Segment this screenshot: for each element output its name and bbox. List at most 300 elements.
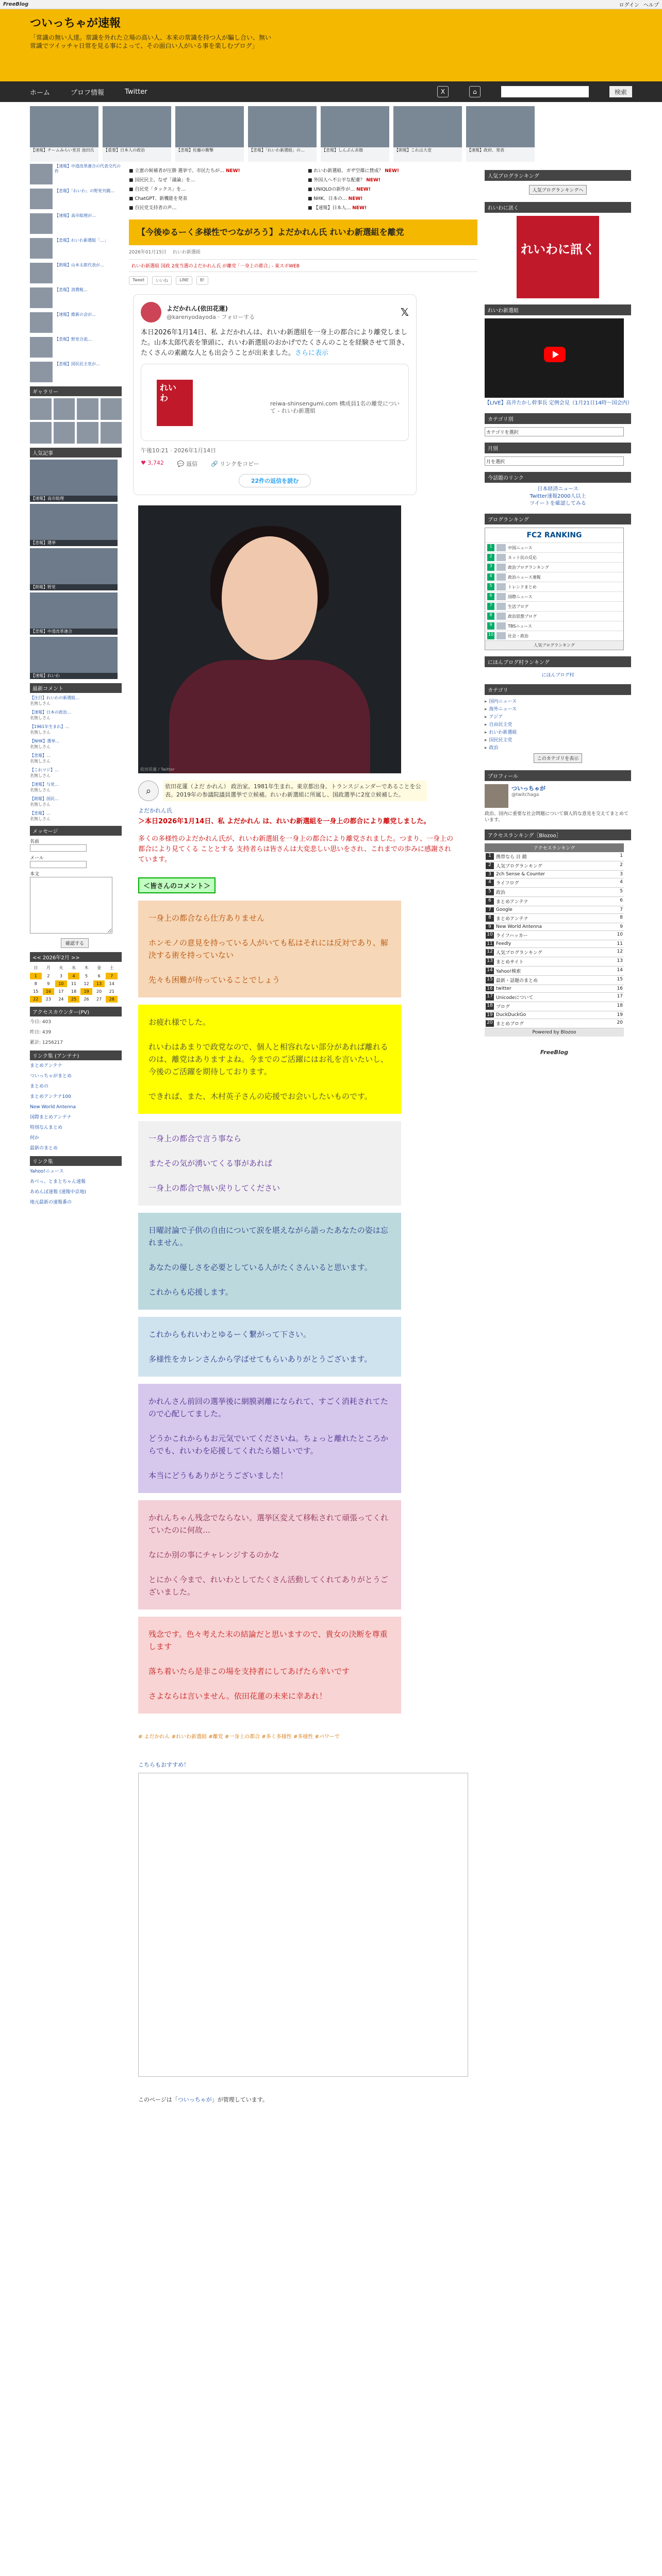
comment-line: 日曜討論で子供の自由について涙を堪えながら語ったあなたの姿は忘れません。 bbox=[148, 1226, 388, 1247]
gallery-image[interactable] bbox=[30, 398, 52, 420]
nav-twitter[interactable]: Twitter bbox=[125, 88, 147, 96]
access-row[interactable] bbox=[485, 906, 624, 914]
headline-text[interactable]: 自民党支持者の声… bbox=[135, 206, 177, 211]
rss-item[interactable]: あめんぼ速報 (速報中京地) bbox=[30, 1190, 86, 1195]
calendar-date[interactable]: 11 bbox=[71, 981, 77, 986]
link-item[interactable]: 何か bbox=[30, 1136, 40, 1141]
freeblog-logo[interactable]: FreeBlog bbox=[3, 2, 29, 7]
thumb-card[interactable] bbox=[30, 106, 98, 162]
calendar-date[interactable]: 26 bbox=[84, 997, 89, 1002]
rss-item[interactable]: Yahoo!ニュース bbox=[30, 1169, 64, 1174]
headline-item[interactable]: ■ 外国人へ不公平な配慮？ NEW! bbox=[308, 178, 380, 183]
comment-author: 名無しさん bbox=[30, 744, 51, 749]
link-item[interactable]: 特別なんまとめ bbox=[30, 1125, 63, 1130]
mail-field[interactable] bbox=[30, 861, 87, 868]
comment-line: ホンモノの意見を持っている人がいても私はそれには反対であり、解決する術を持っていない bbox=[148, 938, 388, 960]
rss-link[interactable]: ツイートを確認してみる bbox=[529, 501, 586, 506]
access-title[interactable]: 政治 bbox=[496, 890, 506, 895]
portrait-body bbox=[169, 660, 370, 773]
thumb-card[interactable] bbox=[321, 106, 389, 162]
x-icon[interactable]: X bbox=[437, 86, 449, 97]
comment-item bbox=[30, 709, 122, 721]
access-title[interactable]: Yahoo!検索 bbox=[496, 969, 521, 974]
article-date: 2026年01月15日 bbox=[129, 250, 167, 255]
bullet-icon: ▸ bbox=[485, 699, 487, 704]
news-title[interactable]: 【朗報】山本太郎代表が… bbox=[55, 263, 104, 267]
category-item[interactable] bbox=[485, 737, 631, 744]
calendar-date[interactable]: 16 bbox=[43, 988, 55, 995]
popular-caption: 【速報】れいわ bbox=[30, 673, 118, 679]
rank-row[interactable] bbox=[485, 582, 623, 591]
comment-line: お疲れ様でした。 bbox=[148, 1018, 211, 1027]
category-label[interactable]: れいわ新選組 bbox=[489, 730, 517, 735]
read-replies-button[interactable]: 22件の返信を読む bbox=[239, 474, 311, 487]
nav-home[interactable]: ホーム bbox=[30, 89, 51, 97]
access-value: 6 bbox=[620, 898, 623, 903]
footer-text: このページは「 bbox=[138, 2096, 178, 2103]
news-title[interactable]: 【悲報】「れいわ」の野党共闘… bbox=[55, 189, 114, 193]
archive-select[interactable]: 月を選択 bbox=[485, 456, 624, 466]
headline-text[interactable]: NHK、日本の… bbox=[313, 196, 347, 201]
calendar-date[interactable]: 20 bbox=[96, 989, 102, 994]
comment-author: 名無しさん bbox=[30, 773, 51, 778]
gallery-row bbox=[30, 398, 122, 420]
popular-item[interactable] bbox=[30, 592, 118, 635]
calendar-date[interactable]: 27 bbox=[96, 997, 102, 1002]
card-caption: reiwa-shinsengumi.com 構成員1名の離党について - れいわ新選組 bbox=[270, 400, 400, 414]
reiwa-logo: れい わ bbox=[157, 380, 193, 426]
calendar-weekday: 水 bbox=[71, 965, 76, 970]
access-title[interactable]: 人気ブログランキング bbox=[496, 864, 542, 869]
headline-text[interactable]: 国民民主、なぜ「議論」を… bbox=[135, 178, 195, 183]
news-title[interactable]: 【速報】中道改革連合の代表交代の件 bbox=[55, 164, 121, 174]
category-label[interactable]: 国内ニュース bbox=[489, 699, 517, 704]
access-rank: 20 bbox=[486, 1020, 494, 1027]
link-item[interactable]: New World Antenna bbox=[30, 1105, 76, 1110]
gallery-image[interactable] bbox=[30, 422, 52, 444]
calendar-date[interactable]: 4 bbox=[68, 973, 80, 979]
rank-title[interactable]: 生活ブログ bbox=[508, 604, 528, 609]
rank-number: 8 bbox=[487, 613, 494, 620]
rank-title[interactable]: 中国ニュース bbox=[508, 545, 533, 550]
rss-heading: 今話題のリンク bbox=[485, 472, 631, 483]
comment-line: あなたの優しさを必要としている人がたくさんいると思います。 bbox=[148, 1263, 372, 1272]
access-row[interactable] bbox=[485, 923, 624, 931]
comment-box bbox=[138, 1317, 401, 1377]
news-title[interactable]: 【悲報】国民民主党が… bbox=[55, 362, 100, 366]
headline-text[interactable]: 【速報】日本人… bbox=[313, 206, 351, 211]
headline-text[interactable]: ChatGPT、新機能を発表 bbox=[135, 196, 188, 201]
access-row[interactable] bbox=[485, 861, 624, 871]
thumb-card[interactable] bbox=[175, 106, 244, 162]
left-news-item[interactable] bbox=[30, 287, 122, 308]
wiki-box bbox=[138, 781, 427, 801]
rank-logo[interactable]: FC2 RANKING bbox=[485, 528, 623, 543]
category-more-button[interactable]: このカテゴリを表示 bbox=[534, 753, 583, 763]
access-row[interactable] bbox=[485, 1019, 624, 1028]
access-row[interactable] bbox=[485, 1002, 624, 1011]
calendar-date[interactable]: 9 bbox=[47, 981, 50, 986]
rank-number: 3 bbox=[487, 564, 494, 571]
body-field[interactable] bbox=[30, 877, 112, 934]
access-row[interactable] bbox=[485, 1011, 624, 1019]
comment-link[interactable]: 【注目】れいわの新選組… bbox=[30, 696, 79, 700]
category-item[interactable] bbox=[485, 698, 631, 706]
access-title[interactable]: まとめアンテナ bbox=[496, 917, 528, 922]
rank-row[interactable] bbox=[485, 572, 623, 582]
access-title[interactable]: DuckDuckGo bbox=[496, 1012, 526, 1018]
x-logo-icon[interactable]: 𝕏 bbox=[400, 306, 409, 318]
rank-title[interactable]: 政治思想ブログ bbox=[508, 614, 537, 619]
headline-text[interactable]: れいわ新選組、ガザ空爆に賛成？ bbox=[313, 168, 384, 174]
thumb-card[interactable] bbox=[103, 106, 171, 162]
calendar-date[interactable]: 25 bbox=[68, 996, 80, 1003]
thumb-card[interactable] bbox=[393, 106, 462, 162]
access-row[interactable] bbox=[485, 993, 624, 1002]
thumb-caption: 【朗報】これは大変 bbox=[393, 147, 462, 162]
gallery-image[interactable] bbox=[101, 398, 122, 420]
access-title[interactable]: Feedly bbox=[496, 941, 511, 946]
reiwa-banner[interactable]: れいわに訊く bbox=[517, 216, 599, 298]
comment-link[interactable]: 【速報】日本の政治… bbox=[30, 710, 71, 715]
access-title[interactable]: 携帯なら 目 鏡 bbox=[496, 855, 527, 860]
nav-profile[interactable]: プロフ情報 bbox=[71, 89, 105, 97]
news-title[interactable]: 【悲報】れいわ新選組「…」 bbox=[55, 238, 108, 243]
rank-row[interactable] bbox=[485, 562, 623, 572]
like-icon[interactable]: ♥ 3,742 bbox=[141, 460, 164, 466]
profile-avatar[interactable] bbox=[485, 784, 508, 808]
rank-title[interactable]: 国際ニュース bbox=[508, 594, 533, 599]
calendar-date[interactable]: 10 bbox=[55, 980, 67, 987]
popular-item[interactable] bbox=[30, 548, 118, 590]
tweet-body bbox=[141, 328, 409, 359]
footer-link[interactable]: ついっちゃが bbox=[177, 2096, 212, 2103]
gallery-image[interactable] bbox=[77, 422, 98, 444]
rank-title[interactable]: 政治ニュース速報 bbox=[508, 574, 541, 580]
access-row[interactable] bbox=[485, 871, 624, 878]
comment-line: 一身上の都合で言う事なら bbox=[148, 1134, 242, 1143]
access-value: 5 bbox=[620, 889, 623, 894]
calendar-date[interactable]: 5 bbox=[85, 974, 88, 978]
profile-name[interactable]: ついっちゃが bbox=[511, 785, 545, 792]
comment-box bbox=[138, 1121, 401, 1206]
access-row[interactable] bbox=[485, 931, 624, 940]
tweet-button[interactable]: Tweet bbox=[129, 276, 148, 285]
rss-item[interactable]: あべっ、とまとちゃん速報 bbox=[30, 1179, 86, 1184]
comment-link[interactable]: 【朗報】国民… bbox=[30, 796, 59, 801]
rank-thumb bbox=[496, 613, 506, 620]
access-rank: 11 bbox=[486, 941, 494, 946]
headline-item[interactable]: ■ ChatGPT、新機能を発表 bbox=[129, 196, 188, 201]
popular-item[interactable] bbox=[30, 504, 118, 546]
reply-icon[interactable]: 💬 返信 bbox=[177, 461, 198, 467]
comment-link[interactable]: 【NHK】選挙… bbox=[30, 739, 60, 743]
source-link[interactable]: よだかれん氏 bbox=[138, 807, 172, 814]
headline-item[interactable]: ■ 自民党「タックス」を… bbox=[129, 187, 186, 192]
access-row[interactable] bbox=[485, 852, 624, 861]
rank-row[interactable] bbox=[485, 621, 623, 631]
gallery-image[interactable] bbox=[54, 398, 75, 420]
comment-link[interactable]: 【速報】与党… bbox=[30, 782, 59, 787]
rank-row[interactable] bbox=[485, 552, 623, 562]
rss-icon[interactable]: ⌂ bbox=[469, 86, 481, 97]
link-item[interactable]: まとめの bbox=[30, 1084, 49, 1089]
calendar-date[interactable]: 3 bbox=[59, 974, 62, 978]
access-row[interactable] bbox=[485, 914, 624, 923]
access-title[interactable]: ライフログ bbox=[496, 881, 519, 886]
left-news-item[interactable] bbox=[30, 362, 122, 382]
headline-text[interactable]: 立憲の候補者が圧勝 選挙で、市民たちが… bbox=[135, 168, 225, 174]
calendar-date[interactable]: 23 bbox=[45, 997, 51, 1002]
access-title[interactable]: 2ch Sense & Counter bbox=[496, 872, 545, 877]
gallery-image[interactable] bbox=[77, 398, 98, 420]
comment-form bbox=[138, 1760, 477, 2077]
calendar-date[interactable]: 21 bbox=[109, 989, 114, 994]
headline-text[interactable]: 外国人へ不公平な配慮？ bbox=[313, 178, 365, 183]
tag-list[interactable]: # よだかれん #れいわ新選組 #離党 #一身上の都合 #多く多様性 #多様性 #パワーで bbox=[138, 1734, 340, 1740]
line-button[interactable]: LINE bbox=[176, 276, 192, 285]
category-label[interactable]: アジア bbox=[489, 715, 503, 720]
calendar-date[interactable]: 2 bbox=[47, 974, 50, 978]
access-row[interactable] bbox=[485, 940, 624, 948]
copy-link-icon[interactable]: 🔗 リンクをコピー bbox=[211, 461, 259, 467]
link-item[interactable]: ついっちゃがまとめ bbox=[30, 1074, 72, 1079]
calendar-date[interactable]: 14 bbox=[109, 981, 114, 986]
avatar[interactable] bbox=[141, 302, 161, 323]
access-title[interactable]: Unicodeについて bbox=[496, 995, 534, 1001]
name-field[interactable] bbox=[30, 844, 87, 852]
access-row[interactable] bbox=[485, 878, 624, 888]
rank-number: 7 bbox=[487, 603, 494, 610]
headline-text[interactable]: 自民党「タックス」を… bbox=[135, 187, 186, 192]
access-row[interactable] bbox=[485, 957, 624, 967]
name-label: 名前 bbox=[30, 839, 40, 844]
login-link[interactable]: ログイン bbox=[619, 3, 639, 8]
news-title[interactable]: 【悲報】野党合流… bbox=[55, 337, 92, 342]
recommend-link[interactable]: こちらもおすすめ！ bbox=[138, 1761, 190, 1768]
counter: 今日: 403 昨日: 439 累計: 1256217 bbox=[30, 1020, 63, 1045]
tweet-handle[interactable]: @karenyodayoda · フォローする bbox=[167, 313, 255, 320]
rank-row[interactable] bbox=[485, 543, 623, 552]
play-icon[interactable] bbox=[544, 347, 566, 362]
bullet-icon: ▸ bbox=[485, 738, 487, 743]
rank-title[interactable]: 社会・政治 bbox=[508, 633, 528, 638]
tweet-more-link[interactable]: さらに表示 bbox=[295, 349, 329, 357]
headline-text[interactable]: UNIQLOの新作が… bbox=[313, 187, 355, 192]
access-row[interactable] bbox=[485, 897, 624, 906]
rank-title[interactable]: トレンドまとめ bbox=[508, 584, 537, 589]
help-link[interactable]: ヘルプ bbox=[643, 3, 659, 8]
rank-row[interactable] bbox=[485, 591, 623, 601]
access-value: 15 bbox=[617, 977, 623, 982]
today-label: 今日 bbox=[30, 1020, 40, 1025]
rank-button[interactable]: 人気ブログランキング bbox=[485, 640, 623, 650]
popular-item[interactable] bbox=[30, 460, 118, 502]
calendar-date[interactable]: 19 bbox=[80, 988, 92, 995]
gallery-image[interactable] bbox=[54, 422, 75, 444]
access-title[interactable]: まとめブログ bbox=[496, 1022, 524, 1027]
link-item[interactable]: まとめアンテナ100 bbox=[30, 1094, 71, 1099]
tweet-link-card[interactable] bbox=[141, 364, 409, 441]
comment-item bbox=[30, 738, 122, 750]
like-count: 3,742 bbox=[147, 460, 164, 466]
calendar-date[interactable]: 24 bbox=[58, 997, 64, 1002]
calendar-date[interactable]: 15 bbox=[33, 989, 39, 994]
rank-thumb bbox=[496, 622, 506, 630]
rank-title[interactable]: TBSニュース bbox=[508, 623, 532, 629]
category-list-heading: カテゴリ bbox=[485, 684, 631, 695]
like-button[interactable]: いいね bbox=[152, 276, 172, 285]
access-footer[interactable]: Powered by Blozoo bbox=[485, 1028, 624, 1037]
popular-item[interactable] bbox=[30, 637, 118, 679]
access-rank: 4 bbox=[486, 879, 494, 886]
headline-item[interactable]: ■ 国民民主、なぜ「議論」を… bbox=[129, 178, 195, 183]
calendar-date[interactable]: 18 bbox=[71, 989, 77, 994]
rss-link[interactable]: 日本経済ニュース bbox=[537, 486, 578, 492]
nihon-blogmura-link[interactable]: にほんブログ村 bbox=[541, 673, 574, 678]
popular-caption: 【速報】高市総理 bbox=[30, 496, 118, 502]
comment-link[interactable]: 【悲報】… bbox=[30, 753, 51, 758]
category-label[interactable]: 海外ニュース bbox=[489, 707, 517, 712]
tweet-author[interactable]: よだかれん(依田花蓮) bbox=[167, 304, 228, 312]
category-label[interactable]: 自由民主党 bbox=[489, 722, 512, 727]
confirm-button[interactable]: 確認する bbox=[61, 938, 89, 948]
video-caption[interactable]: 【LIVE】高井たかし幹事長 定例会見（1月21日14時〜国会内） bbox=[485, 400, 633, 406]
article-meta bbox=[129, 248, 477, 255]
news-thumb bbox=[30, 189, 53, 209]
access-row[interactable] bbox=[485, 985, 624, 993]
search-input[interactable] bbox=[501, 86, 589, 97]
access-title[interactable]: 最新・話題のまとめ bbox=[496, 978, 538, 984]
calendar-heading[interactable]: << 2026年2月 >> bbox=[30, 952, 122, 962]
rss-heading: リンク集 bbox=[30, 1156, 122, 1166]
today-count: 403 bbox=[42, 1020, 52, 1025]
search-button[interactable]: 検索 bbox=[609, 86, 632, 97]
link-item[interactable]: 国際まとめアンテナ bbox=[30, 1115, 72, 1120]
comment-link[interactable]: 【これマジ】… bbox=[30, 768, 59, 772]
gallery-row bbox=[30, 422, 122, 444]
category-item[interactable] bbox=[485, 721, 631, 729]
category-item[interactable] bbox=[485, 744, 631, 752]
left-news-item[interactable] bbox=[30, 238, 122, 259]
thumb-card[interactable] bbox=[466, 106, 535, 162]
left-news-item[interactable] bbox=[30, 189, 122, 209]
calendar-date[interactable]: 28 bbox=[106, 996, 118, 1003]
gallery-image[interactable] bbox=[101, 422, 122, 444]
news-title[interactable]: 【速報】高市総理が… bbox=[55, 213, 96, 218]
rss-list bbox=[30, 1168, 122, 1206]
access-title[interactable]: 人気ブログランキング bbox=[496, 951, 542, 956]
access-ranking-heading: アクセスランキング［Blozoo］ bbox=[485, 829, 631, 840]
video-player[interactable] bbox=[485, 318, 624, 398]
profile-text: 政治、国内に重要な社会問題について個人的な意見を交えてまとめています。 bbox=[485, 811, 628, 823]
access-title[interactable]: ライフハッカー bbox=[496, 934, 528, 939]
hatena-button[interactable]: B! bbox=[196, 276, 208, 285]
calendar-date[interactable]: 8 bbox=[34, 981, 37, 986]
footer-text: 」が管理しています。 bbox=[211, 2096, 268, 2103]
related-link[interactable]: れいわ新選組 国政 2度当選のよだかれん氏 が離党 ｢一身上の都合｣ - 東スポWEB bbox=[129, 259, 477, 272]
access-title[interactable]: ブログ bbox=[496, 1005, 510, 1010]
site-title[interactable]: ついっちゃが速報 bbox=[30, 17, 121, 30]
access-rank: 12 bbox=[486, 949, 494, 956]
rank-row[interactable] bbox=[485, 601, 623, 611]
access-rank: 10 bbox=[486, 932, 494, 939]
category-label[interactable]: 政治 bbox=[489, 745, 499, 751]
access-row[interactable] bbox=[485, 888, 624, 897]
popular-caption: 【悲報】選挙 bbox=[30, 540, 118, 546]
access-value: 17 bbox=[617, 994, 623, 999]
calendar-date[interactable]: 13 bbox=[93, 980, 105, 987]
category-label[interactable]: 国民民主党 bbox=[489, 738, 512, 743]
comment-link[interactable]: 【1961年生まれ】… bbox=[30, 724, 70, 729]
link-item[interactable]: まとめアンテナ bbox=[30, 1063, 62, 1069]
left-news-item[interactable] bbox=[30, 337, 122, 358]
left-news-item[interactable] bbox=[30, 263, 122, 283]
access-row[interactable] bbox=[485, 948, 624, 957]
comment-line: さよならは言いません。依田花蓮の未来に幸あれ！ bbox=[148, 1691, 327, 1701]
access-title[interactable]: New World Antenna bbox=[496, 924, 542, 929]
calendar-date[interactable]: 6 bbox=[97, 974, 101, 978]
left-news-item[interactable] bbox=[30, 164, 122, 184]
comment-item bbox=[30, 782, 122, 793]
ranking-button[interactable]: 人気ブログランキングへ bbox=[529, 185, 587, 195]
popular-caption: 【悲報】中道改革連合 bbox=[30, 629, 118, 635]
headline-item[interactable]: ■ 立憲の候補者が圧勝 選挙で、市民たちが… NEW! bbox=[129, 168, 240, 174]
access-row[interactable] bbox=[485, 976, 624, 985]
headline-item[interactable]: ■ NHK、日本の… NEW! bbox=[308, 196, 363, 201]
left-news-item[interactable] bbox=[30, 312, 122, 333]
rss-item[interactable]: 地元最新の速報番の bbox=[30, 1200, 72, 1205]
comment-box bbox=[138, 1213, 401, 1310]
rank-row[interactable] bbox=[485, 631, 623, 640]
category-item[interactable] bbox=[485, 714, 631, 721]
freeblog-footer-logo[interactable]: FreeBlog bbox=[540, 1049, 569, 1056]
access-title[interactable]: Google bbox=[496, 907, 512, 912]
category-item[interactable] bbox=[485, 729, 631, 737]
rank-row[interactable] bbox=[485, 611, 623, 621]
category-item[interactable] bbox=[485, 706, 631, 714]
calendar-date[interactable]: 12 bbox=[84, 981, 89, 986]
calendar-date[interactable]: 17 bbox=[58, 989, 64, 994]
thumb-card[interactable] bbox=[248, 106, 317, 162]
headline-item[interactable]: ■ 自民党支持者の声… bbox=[129, 206, 177, 211]
article-category[interactable]: れいわ新選組 bbox=[172, 250, 201, 255]
access-title[interactable]: twitter bbox=[496, 986, 511, 991]
headline-item[interactable]: ■ UNIQLOの新作が… NEW! bbox=[308, 187, 371, 192]
rank-thumb bbox=[496, 554, 506, 561]
calendar-date[interactable]: 1 bbox=[30, 973, 42, 979]
rss-link[interactable]: Twitter速報2000人以上 bbox=[529, 494, 586, 499]
headline-item[interactable]: ■ れいわ新選組、ガザ空爆に賛成？ NEW! bbox=[308, 168, 399, 174]
access-title[interactable]: まとめアンテナ bbox=[496, 900, 528, 905]
tweet-time[interactable]: 午後10:21 · 2026年1月14日 bbox=[141, 447, 217, 454]
headline-item[interactable]: ■ 【速報】日本人… NEW! bbox=[308, 206, 367, 211]
rank-title[interactable]: 政治ブログランキング bbox=[508, 565, 549, 570]
news-title[interactable]: 【悲報】消費税… bbox=[55, 287, 88, 292]
category-select[interactable]: カテゴリを選択 bbox=[485, 427, 624, 436]
comment-link[interactable]: 【悲報】… bbox=[30, 811, 51, 816]
comment-textarea[interactable] bbox=[138, 1773, 468, 2077]
calendar-date[interactable]: 7 bbox=[106, 973, 118, 979]
access-title[interactable]: まとめサイト bbox=[496, 960, 524, 965]
news-title[interactable]: 【速報】維新の会が… bbox=[55, 312, 96, 317]
rank-title[interactable]: ネット民の反応 bbox=[508, 555, 537, 560]
access-row[interactable] bbox=[485, 967, 624, 976]
comment-line: とにかく今まで、れいわとしてたくさん活動してくれてありがとうございました。 bbox=[148, 1575, 388, 1597]
link-item[interactable]: 最新のまとめ bbox=[30, 1146, 58, 1151]
calendar-date[interactable]: 22 bbox=[30, 996, 42, 1003]
left-news-item[interactable] bbox=[30, 213, 122, 234]
